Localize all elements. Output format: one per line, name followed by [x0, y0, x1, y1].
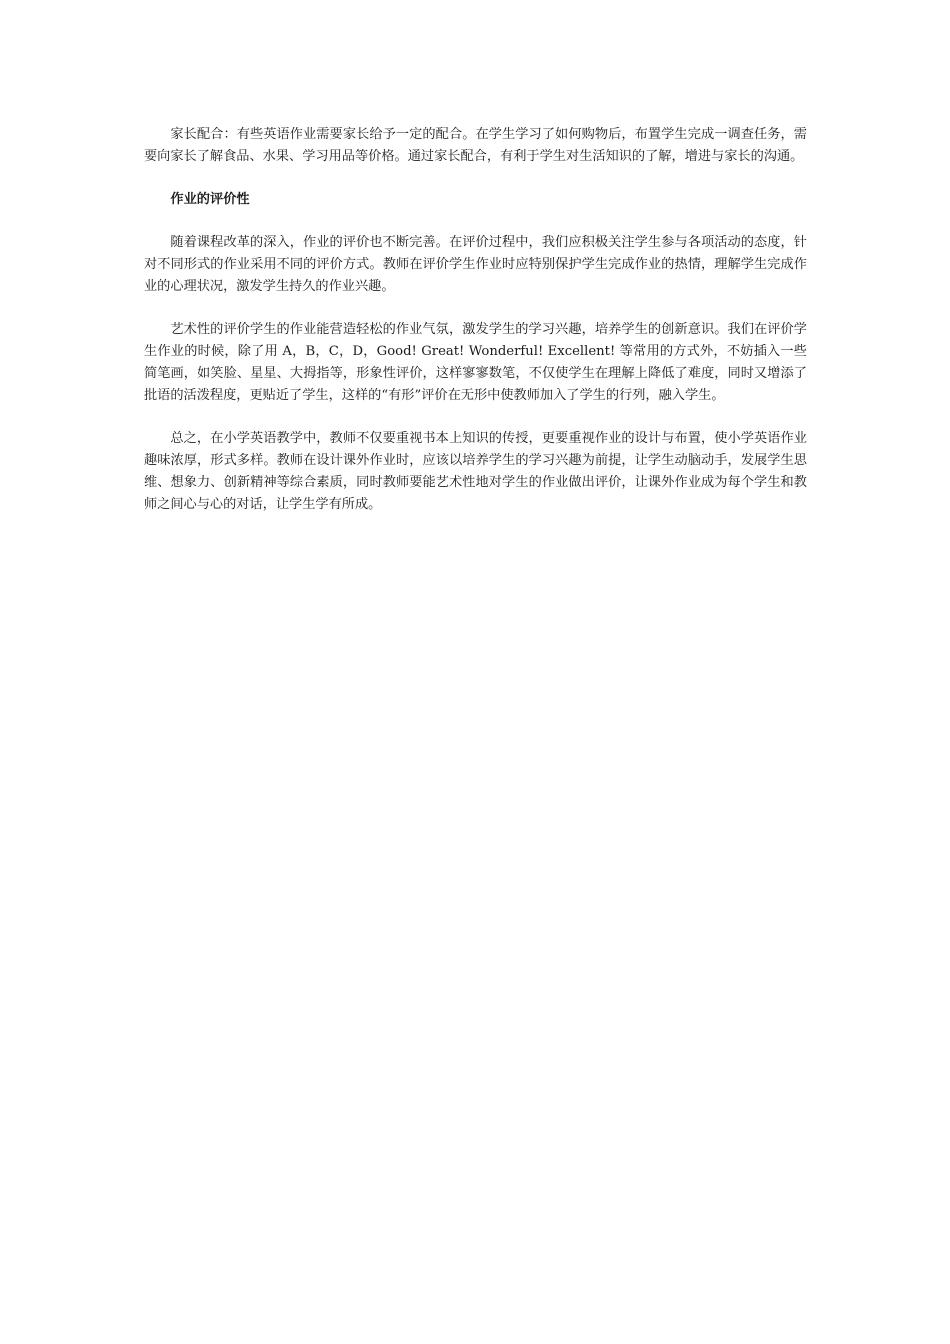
paragraph-evaluation-intro: 随着课程改革的深入，作业的评价也不断完善。在评价过程中，我们应积极关注学生参与各项活动的态度，针对不同形式的作业采用不同的评价方式。教师在评价学生作业时应特别保护学生完成作业的热情，理解学生完成作业的心理状况，激发学生持久的作业兴趣。 [144, 235, 807, 294]
section-heading-evaluation: 作业的评价性 [170, 192, 250, 207]
document-body [144, 124, 807, 537]
paragraph-conclusion: 总之，在小学英语教学中，教师不仅要重视书本上知识的传授，更要重视作业的设计与布置，使小学英语作业趣味浓厚，形式多样。教师在设计课外作业时，应该以培养学生的学习兴趣为前提，让学生动脑动手，发展学生思维、想象力、创新精神等综合素质，同时教师要能艺术性地对学生的作业做出评价，让课外作业成为每个学生和教师之间心与心的对话，让学生学有所成。 [144, 431, 807, 512]
paragraph-parent-cooperation: 家长配合：有些英语作业需要家长给予一定的配合。在学生学习了如何购物后，布置学生完成一调查任务，需要向家长了解食品、水果、学习用品等价格。通过家长配合，有利于学生对生活知识的了解，增进与家长的沟通。 [144, 127, 807, 164]
paragraph-artistic-evaluation: 艺术性的评价学生的作业能营造轻松的作业气氛，激发学生的学习兴趣，培养学生的创新意识。我们在评价学生作业的时候，除了用 A，B，C，D，Good! Great! Wonderful! Excellent! 等常用的方式外，不妨插入一些简笔画，如笑脸、星星、大拇指等，形象性评价，这样寥寥数笔，不仅使学生在理解上降低了难度，同时又增添了批语的活泼程度，更贴近了学生，这样的“有形”评价在无形中使教师加入了学生的行列，融入学生。 [144, 322, 807, 403]
